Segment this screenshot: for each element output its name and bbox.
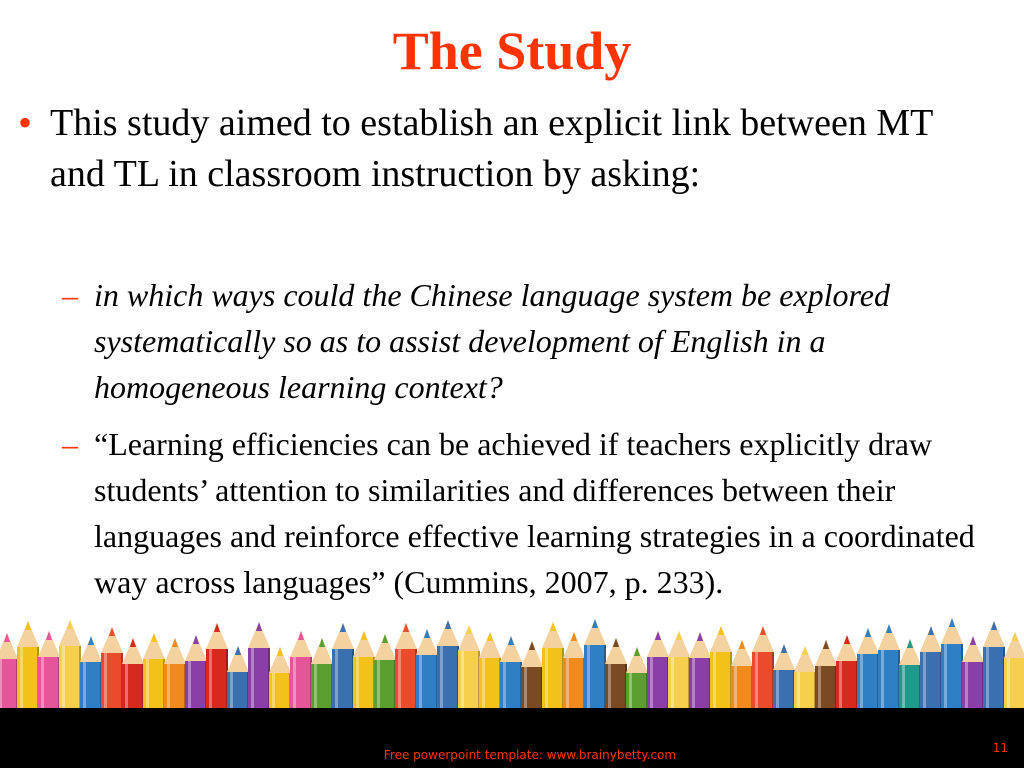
footer-credit: Free powerpoint template: www.brainybetty.com: [383, 748, 677, 762]
pencil-border-image: [0, 612, 1024, 712]
bullet-marker: •: [18, 100, 33, 145]
sub-bullet-marker: –: [62, 426, 78, 462]
sub-bullet-question: in which ways could the Chinese language system be explored systematically so as to assist development of English in a homogeneous learning context?: [94, 277, 890, 405]
bullet-text: This study aimed to establish an explicit link between MT and TL in classroom instruction by asking:: [50, 102, 933, 195]
sub-bullet-marker: –: [62, 277, 78, 313]
slide-title: The Study: [392, 21, 632, 81]
page-number: 11: [992, 741, 1008, 755]
sub-bullet-quote: “Learning efficiencies can be achieved if teachers explicitly draw students’ attention to similarities and differences between their languages and reinforce effective learning strategies in a coordinated way across languages” (Cummins, 2007, p. 233).: [94, 426, 975, 600]
